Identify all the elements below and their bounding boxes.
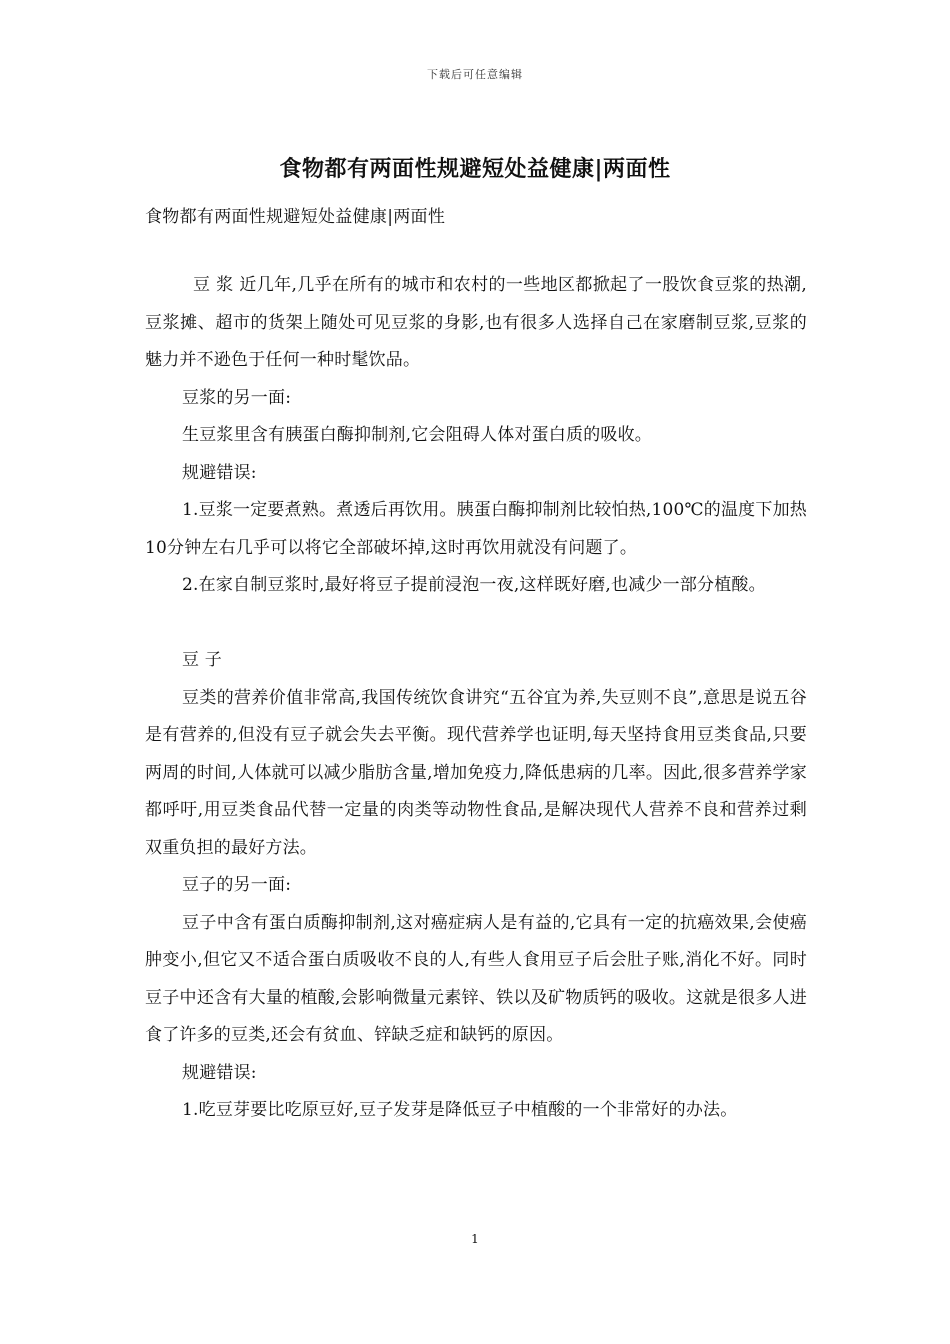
paragraph-soymilk-other-side-heading: 豆浆的另一面: xyxy=(182,387,292,408)
paragraph-soymilk-other-side: 生豆浆里含有胰蛋白酶抑制剂,它会阻碍人体对蛋白质的吸收。 xyxy=(182,425,653,445)
paragraph-soymilk-tip-1: 1.豆浆一定要煮熟。煮透后再饮用。胰蛋白酶抑制剂比较怕热,100℃的温度下加热10分钟左右几乎可以将它全部破坏掉,这时再饮用就没有问题了。 xyxy=(145,500,807,558)
paragraph-beans-intro: 豆类的营养价值非常高,我国传统饮食讲究“五谷宜为养,失豆则不良”,意思是说五谷是有营养的,但没有豆子就会失去平衡。现代营养学也证明,每天坚持食用豆类食品,只要两周的时间,人体就可以减少脂肪含量,增加免疫力,降低患病的几率。因此,很多营养学家都呼吁,用豆类食品代替一定量的肉类等动物性食品,是解决现代人营养不良和营养过剩双重负担的最好方法。 xyxy=(145,687,807,858)
paragraph-avoid-mistakes-heading: 规避错误: xyxy=(182,462,257,483)
paragraph-soymilk-intro: 豆 浆 近几年,几乎在所有的城市和农村的一些地区都掀起了一股饮食豆浆的热潮,豆浆摊、超市的货架上随处可见豆浆的身影,也有很多人选择自己在家磨制豆浆,豆浆的魅力并不逊色于任何一种时髦饮品。 xyxy=(145,275,807,370)
paragraph-soymilk-tip-2: 2.在家自制豆浆时,最好将豆子提前浸泡一夜,这样既好磨,也减少一部分植酸。 xyxy=(182,575,766,595)
paragraph-beans-other-side-heading: 豆子的另一面: xyxy=(182,875,292,895)
paragraph-beans-heading: 豆 子 xyxy=(182,650,223,670)
paragraph-beans-avoid-mistakes-heading: 规避错误: xyxy=(182,1062,257,1083)
document-body xyxy=(145,267,807,1130)
blank-line xyxy=(145,605,807,643)
paragraph-beans-tip-1: 1.吃豆芽要比吃原豆好,豆子发芽是降低豆子中植酸的一个非常好的办法。 xyxy=(182,1100,738,1120)
page-header-note: 下载后可任意编辑 xyxy=(427,68,523,81)
page-number: 1 xyxy=(471,1232,479,1246)
document-title: 食物都有两面性规避短处益健康|两面性 xyxy=(279,156,671,182)
document-subtitle: 食物都有两面性规避短处益健康|两面性 xyxy=(145,207,446,227)
paragraph-beans-other-side: 豆子中含有蛋白质酶抑制剂,这对癌症病人是有益的,它具有一定的抗癌效果,会使癌肿变小,但它又不适合蛋白质吸收不良的人,有些人食用豆子后会肚子账,消化不好。同时豆子中还含有大量的植酸,会影响微量元素锌、铁以及矿物质钙的吸收。这就是很多人进食了许多的豆类,还会有贫血、锌缺乏症和缺钙的原因。 xyxy=(145,912,807,1045)
